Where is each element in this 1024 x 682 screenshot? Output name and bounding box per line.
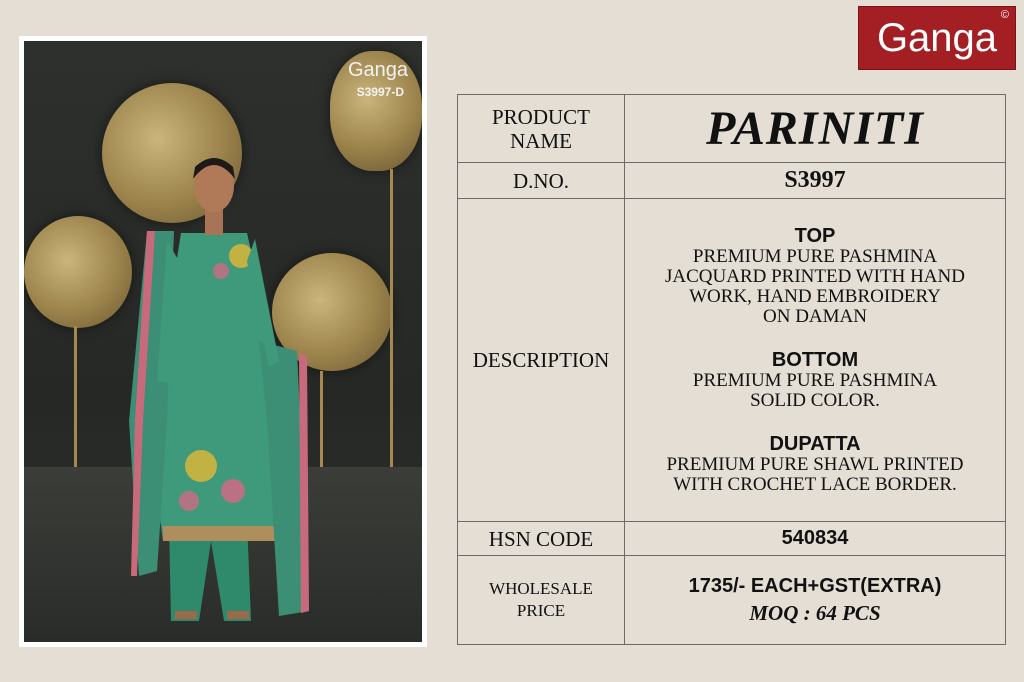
description-label: DESCRIPTION	[458, 199, 625, 522]
photo-design-code: S3997-D	[356, 85, 404, 99]
top-line: ON DAMAN	[763, 306, 867, 327]
product-photo-frame	[19, 36, 427, 647]
hsn-value: 540834	[625, 522, 1006, 556]
copyright-mark: ©	[1000, 9, 1009, 21]
dno-label: D.NO.	[458, 163, 625, 199]
brand-logo-text: Ganga	[876, 15, 998, 60]
bottom-heading: BOTTOM	[771, 349, 859, 371]
product-name-label: PRODUCT NAME	[458, 95, 625, 163]
price-row	[458, 556, 1006, 645]
product-spec-table	[457, 94, 1006, 645]
top-heading: TOP	[794, 225, 836, 247]
top-line: JACQUARD PRINTED WITH HAND	[665, 266, 965, 287]
top-line: WORK, HAND EMBROIDERY	[689, 286, 941, 307]
product-name-row	[458, 95, 1006, 163]
decor-stand	[390, 169, 393, 474]
dupatta-line: PREMIUM PURE SHAWL PRINTED	[666, 454, 964, 475]
bottom-line: SOLID COLOR.	[750, 390, 880, 411]
moq-value: MOQ : 64 PCS	[749, 601, 881, 625]
photo-brand-logo: Ganga	[347, 59, 408, 81]
hsn-label: HSN CODE	[458, 522, 625, 556]
price-cell	[625, 556, 1006, 645]
product-name: PARINITI	[625, 95, 1006, 163]
description-row	[458, 199, 1006, 522]
dupatta-line: WITH CROCHET LACE BORDER.	[673, 474, 957, 495]
price-label	[458, 556, 625, 645]
decor-disc	[24, 216, 132, 328]
bottom-line: PREMIUM PURE PASHMINA	[692, 370, 938, 391]
dno-value: S3997	[625, 163, 1006, 199]
top-line: PREMIUM PURE PASHMINA	[692, 246, 938, 267]
dupatta-heading: DUPATTA	[769, 433, 861, 455]
decor-stand	[320, 371, 323, 471]
brand-logo	[858, 6, 1016, 70]
product-photo	[24, 41, 422, 642]
hsn-row	[458, 522, 1006, 556]
price-value: 1735/- EACH+GST(EXTRA)	[688, 575, 942, 597]
decor-stand	[74, 326, 77, 471]
dno-row	[458, 163, 1006, 199]
price-label-line: PRICE	[516, 601, 566, 620]
price-label-line: WHOLESALE	[489, 579, 593, 598]
description-cell	[625, 199, 1006, 522]
model-figure	[129, 121, 309, 621]
